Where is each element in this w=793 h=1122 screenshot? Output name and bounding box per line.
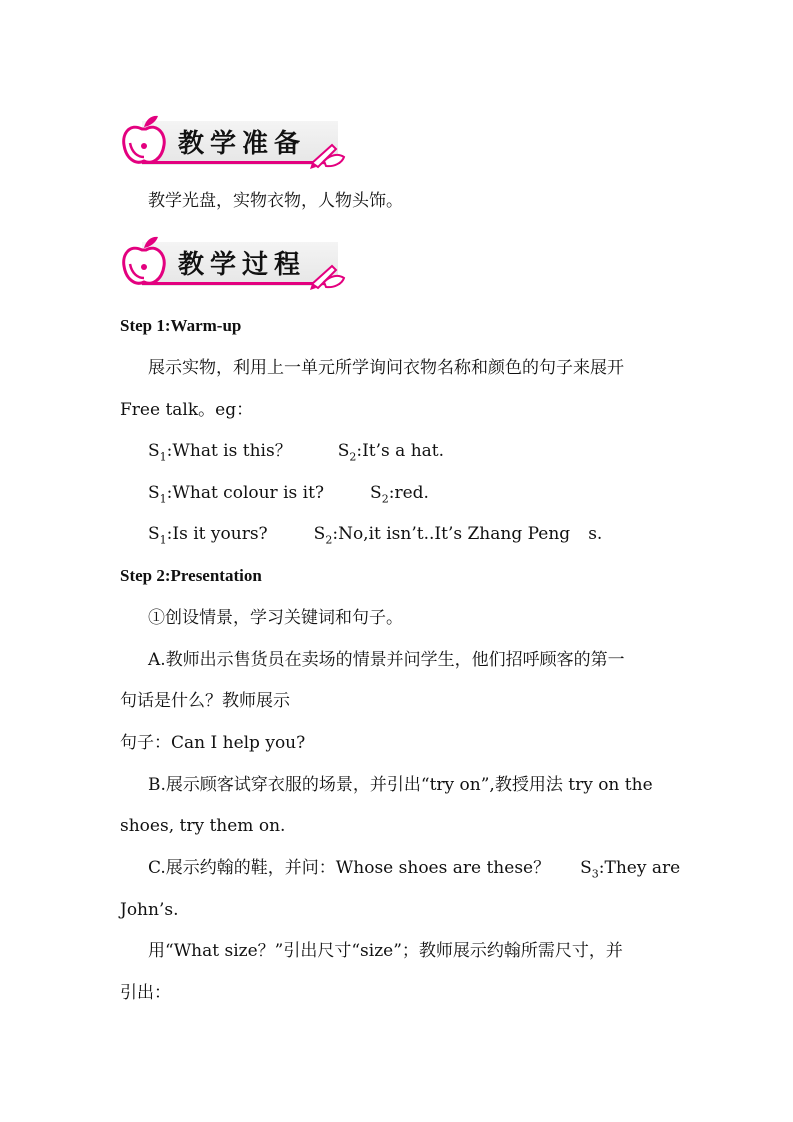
dialogue-question: What colour is it?	[172, 483, 325, 503]
dialogue-answer: red.	[394, 483, 429, 503]
step2-c-question: C.展示约翰的鞋，并问：Whose shoes are these？	[148, 858, 551, 878]
prep-materials-text: 教学光盘，实物衣物，人物头饰。	[148, 191, 403, 211]
speaker-number: 1	[159, 492, 167, 506]
speaker-label: S	[148, 441, 160, 461]
dialogue-line-3: $S_1:Is$ it yours? $S_2:No,it$ isn’t..It’s Zhang Peng s.	[148, 524, 603, 547]
speaker-label: S	[148, 483, 160, 503]
dialogue-question: Is it yours?	[172, 524, 268, 544]
dialogue-line-1: $S_1:What$ is this？ $S_2:It’s$ a hat.	[148, 441, 445, 464]
apple-icon	[120, 113, 168, 169]
speaker-number: 1	[159, 533, 167, 547]
dialogue-answer-tail: s.	[588, 524, 603, 544]
step2-heading: Step 2:Presentation	[120, 566, 262, 585]
speaker-label: S	[580, 858, 592, 878]
section-banner-preparation	[120, 113, 345, 171]
speaker-label: S	[370, 483, 382, 503]
section-banner-process	[120, 234, 345, 292]
step2-c-answer: :They are	[598, 858, 681, 878]
step1-intro-line2: Free talk。eg：	[120, 400, 254, 420]
pen-hand-icon	[310, 260, 346, 290]
step2-a-line3: 句子：Can I help you?	[120, 733, 306, 753]
step2-d-line2: 引出：	[120, 983, 171, 1003]
dialogue-line-2: $S_1:What$ colour is it? $S_2:red$.	[148, 483, 429, 506]
speaker-number: 2	[349, 450, 357, 464]
step1-intro-line1: 展示实物，利用上一单元所学询问衣物名称和颜色的句子来展开	[148, 358, 624, 378]
step2-item1: ①创设情景，学习关键词和句子。	[148, 608, 403, 628]
speaker-number: 2	[381, 492, 389, 506]
step1-heading: Step 1:Warm-up	[120, 316, 242, 335]
speaker-label: S	[313, 524, 326, 544]
speaker-number: 2	[325, 533, 333, 547]
speaker-label: S	[148, 524, 160, 544]
step2-b-line2: shoes, try them on.	[120, 816, 286, 836]
step2-d-line1: 用“What size？”引出尺寸“size”；教师展示约翰所需尺寸，并	[148, 941, 623, 961]
banner-title: 教学过程	[178, 250, 307, 280]
speaker-number: 3	[591, 867, 599, 881]
dialogue-answer: It’s a hat.	[362, 441, 445, 461]
step2-b-line1: B.展示顾客试穿衣服的场景，并引出“try on”,教授用法 try on the	[148, 775, 653, 795]
step2-c-line2: John’s.	[120, 900, 179, 920]
dialogue-answer: No,it isn’t..It’s Zhang Peng	[338, 524, 571, 544]
step2-a-line2: 句话是什么？教师展示	[120, 691, 290, 711]
apple-icon	[120, 234, 168, 290]
dialogue-question: What is this？	[172, 441, 292, 461]
speaker-number: 1	[159, 450, 167, 464]
step2-c-line1	[148, 856, 680, 886]
banner-title: 教学准备	[178, 129, 307, 159]
pen-hand-icon	[310, 139, 346, 169]
step2-a-line1: A.教师出示售货员在卖场的情景并问学生，他们招呼顾客的第一	[148, 650, 625, 670]
speaker-label: S	[337, 441, 350, 461]
